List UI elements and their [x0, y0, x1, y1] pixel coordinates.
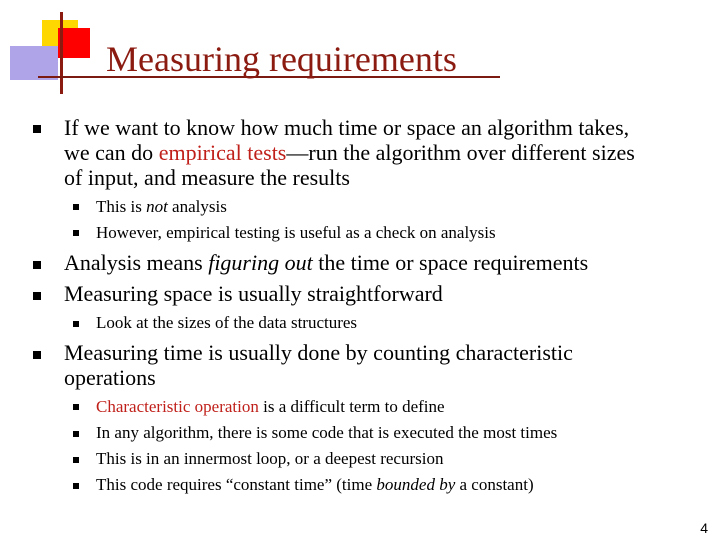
- bullet-marker: [33, 292, 41, 300]
- emphasis-figuring-out: figuring out: [208, 250, 313, 275]
- decor-blue-square: [10, 46, 58, 80]
- sub-bullet-characteristic-operation: [96, 396, 445, 418]
- text: we can do: [64, 140, 159, 165]
- sub-bullet-most-executed-code: In any algorithm, there is some code that is executed the most times: [96, 423, 558, 442]
- text: a constant): [455, 475, 534, 494]
- sub-bullet-data-structures: Look at the sizes of the data structures: [96, 313, 358, 332]
- page-number: 4: [700, 520, 708, 536]
- sub-bullet-marker: [73, 230, 79, 236]
- sub-bullet-constant-time: [96, 474, 534, 496]
- emphasis-not: not: [146, 197, 168, 216]
- bullet-measuring-space: Measuring space is usually straightforward: [64, 281, 443, 306]
- text: the time or space requirements: [312, 250, 589, 275]
- decor-vertical-line: [60, 12, 63, 94]
- sub-bullet-innermost-loop: This is in an innermost loop, or a deepest recursion: [96, 449, 444, 468]
- bullet-empirical-line2: [64, 140, 635, 166]
- sub-bullet-marker: [73, 321, 79, 327]
- text: is a difficult term to define: [258, 397, 445, 416]
- bullet-analysis: [64, 250, 588, 276]
- bullet-empirical-line3: of input, and measure the results: [64, 165, 350, 190]
- bullet-marker: [33, 351, 41, 359]
- text: If we want to know how much time or space an algorithm takes,: [64, 115, 630, 140]
- bullet-measuring-time-line1: Measuring time is usually done by counting characteristic: [64, 340, 573, 365]
- text: Analysis means: [64, 250, 209, 275]
- bullet-marker: [33, 261, 41, 269]
- highlight-characteristic-operation: Characteristic operation: [96, 397, 259, 416]
- sub-bullet-marker: [73, 431, 79, 437]
- sub-bullet-marker: [73, 404, 79, 410]
- text: —run the algorithm over different sizes: [286, 140, 635, 165]
- slide-title: Measuring requirements: [106, 39, 457, 79]
- emphasis-bounded-by: bounded by: [376, 475, 456, 494]
- bullet-empirical-line1: [64, 115, 629, 141]
- sub-bullet-marker: [73, 483, 79, 489]
- sub-bullet-marker: [73, 457, 79, 463]
- text: analysis: [167, 197, 227, 216]
- text: This is: [96, 197, 147, 216]
- bullet-measuring-time-line2: operations: [64, 365, 156, 390]
- text: This code requires “constant time” (time: [96, 475, 377, 494]
- sub-bullet-marker: [73, 204, 79, 210]
- sub-bullet-empirical-check: However, empirical testing is useful as a check on analysis: [96, 223, 496, 242]
- bullet-marker: [33, 125, 41, 133]
- highlight-empirical-tests: empirical tests: [158, 140, 287, 165]
- sub-bullet-not-analysis: [96, 196, 227, 218]
